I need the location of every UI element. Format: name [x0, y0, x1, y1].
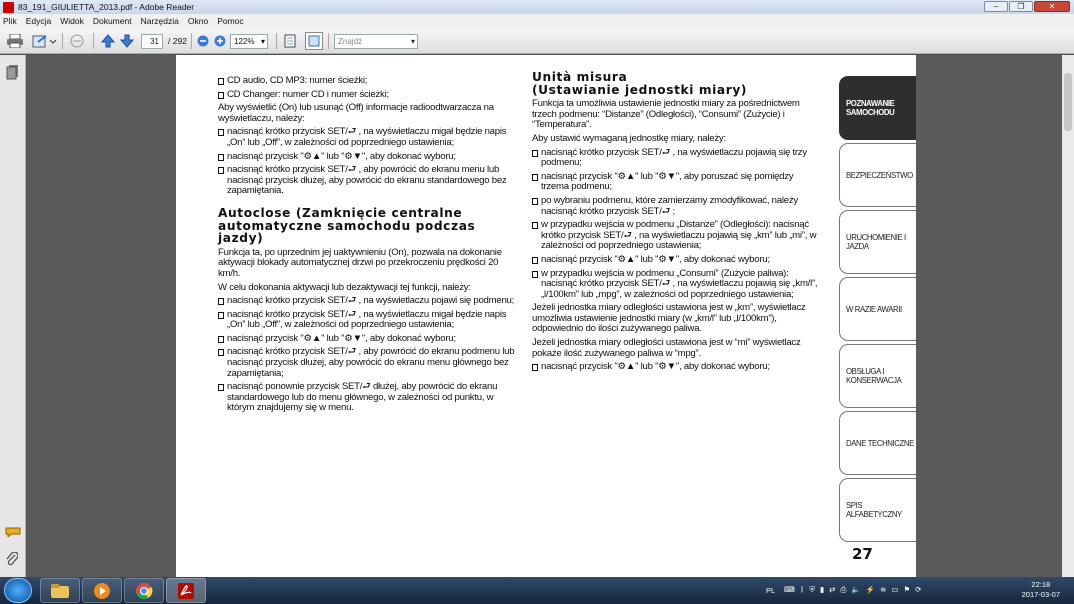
menu-item[interactable]: Edycja	[25, 16, 52, 26]
bullet-text: nacisnąć krótko przycisk SET/⮐ , na wyświetlaczu pojawi się podmenu;	[227, 295, 515, 307]
menu-item[interactable]: Okno	[187, 16, 209, 26]
chrome-icon[interactable]	[124, 578, 164, 603]
bullet-text: nacisnąć przycisk "⚙▲" lub "⚙▼", aby dokonać wyboru;	[227, 332, 456, 344]
shield-icon[interactable]: ⛨	[809, 585, 815, 594]
find-input[interactable]: Znajdź ▾	[334, 34, 418, 49]
bullet-item	[218, 334, 516, 345]
checkbox-bullet-icon	[218, 78, 224, 85]
bullet-text: nacisnąć krótko przycisk SET/⮐ , aby powrócić do ekranu podmenu lub nacisnąć przycisk dłużej, aby powrócić do ekranu menu głównego bez zapamiętania;	[227, 346, 515, 379]
bullet-item	[218, 382, 516, 414]
minimize-button[interactable]: –	[984, 1, 1008, 12]
bullet-item	[532, 172, 818, 193]
left-column	[218, 73, 516, 414]
bullet-item	[218, 76, 516, 87]
page-total: / 292	[168, 36, 187, 46]
bullet-text: CD Changer: numer CD i numer ścieżki;	[227, 88, 389, 100]
clock-time: 22:18	[1031, 580, 1051, 589]
monitor-icon[interactable]: ▭	[891, 585, 899, 594]
bullet-item	[532, 148, 818, 169]
section-heading	[218, 207, 516, 245]
system-tray	[760, 577, 1074, 604]
bullet-text: nacisnąć przycisk "⚙▲" lub "⚙▼", aby dokonać wyboru;	[541, 253, 770, 265]
section-heading	[532, 71, 818, 96]
checkbox-bullet-icon	[218, 298, 224, 305]
menu-bar	[0, 14, 1074, 28]
bullet-text: nacisnąć krótko przycisk SET/⮐ , na wyświetlaczu migał będzie napis „On” lub „Off”, w zależności od poprzedniego ustawienia;	[227, 126, 507, 148]
checkbox-bullet-icon	[532, 222, 538, 229]
chapter-tab[interactable]: OBSŁUGA I KONSERWACJA	[839, 344, 916, 408]
vertical-scrollbar[interactable]	[1062, 55, 1074, 577]
menu-item[interactable]: Pomoc	[217, 16, 244, 26]
start-button[interactable]	[4, 578, 32, 603]
chevron-down-icon: ▾	[410, 37, 415, 46]
bullet-text: nacisnąć przycisk "⚙▲" lub "⚙▼", aby dokonać wyboru;	[227, 150, 456, 162]
power-icon[interactable]: ⚡	[865, 585, 876, 594]
print-icon[interactable]	[6, 33, 24, 49]
next-page-icon[interactable]	[119, 33, 135, 49]
bullet-item	[218, 296, 516, 307]
bullet-text: po wybraniu podmenu, które zamierzamy zmodyfikować, należy nacisnąć krótko przycisk SET/⮐ ;	[541, 194, 798, 217]
right-column	[532, 71, 818, 373]
checkbox-bullet-icon	[218, 384, 224, 391]
bullet-item	[218, 347, 516, 379]
chapter-tab[interactable]: W RAZIE AWARII	[839, 277, 916, 341]
checkbox-bullet-icon	[218, 167, 224, 174]
checkbox-bullet-icon	[532, 257, 538, 264]
heading-line: jazdy)	[218, 231, 264, 246]
page-number: 27	[852, 545, 873, 563]
pdf-page	[176, 55, 916, 577]
checkbox-bullet-icon	[218, 129, 224, 136]
chevron-down-icon: ▾	[260, 37, 265, 46]
paragraph: Aby ustawić wymaganą jednostkę miary, należy:	[532, 132, 726, 144]
paragraph: Aby wyświetlić (On) lub usunąć (Off) informacje radioodtwarzacza na wyświetlaczu, należy:	[218, 102, 494, 124]
bullet-item	[218, 165, 516, 197]
page-number-input[interactable]: 31	[141, 34, 163, 49]
adobe-reader-taskbar-icon[interactable]	[166, 578, 206, 603]
paragraph: Jeżeli jednostka miary odległości ustawiona jest w “mi” wyświetlacz pokaże ilość zużywanego paliwa w “mpg”.	[532, 337, 801, 359]
full-screen-icon[interactable]	[305, 32, 323, 50]
bullet-text: CD audio, CD MP3: numer ścieżki;	[227, 75, 368, 86]
review-icon[interactable]	[67, 33, 87, 49]
chapter-tab[interactable]: URUCHOMIENIE I JAZDA	[839, 210, 916, 274]
close-button[interactable]: ✕	[1034, 1, 1070, 12]
bullet-item	[532, 255, 818, 266]
scrollbar-thumb[interactable]	[1064, 73, 1072, 131]
menu-item[interactable]: Widok	[60, 16, 84, 26]
heading-line: Autoclose (Zamknięcie centralne	[218, 205, 463, 220]
update-icon[interactable]: ⟳	[915, 585, 922, 594]
bullet-text: w przypadku wejścia w podmenu „Distanze” (Odległości): nacisnąć krótko przycisk SET/⮐ , na wyświetlaczu pojawią się „km” lub „mi”, w zależności od poprzedniego ustawienia;	[541, 219, 817, 252]
comment-icon[interactable]	[5, 525, 21, 540]
checkbox-bullet-icon	[532, 174, 538, 181]
network-icon[interactable]: ▮	[819, 585, 825, 594]
checkbox-bullet-icon	[532, 150, 538, 157]
checkbox-bullet-icon	[218, 349, 224, 356]
bullet-item	[532, 220, 818, 252]
zoom-in-icon[interactable]	[213, 34, 226, 47]
zoom-select[interactable]: 122% ▾	[230, 34, 268, 49]
chapter-tab[interactable]: SPIS ALFABETYCZNY	[839, 478, 916, 542]
checkbox-bullet-icon	[218, 312, 224, 319]
bullet-text: nacisnąć przycisk "⚙▲" lub "⚙▼", aby dokonać wyboru;	[541, 361, 770, 373]
menu-item[interactable]: Plik	[3, 16, 17, 26]
bullet-text: nacisnąć ponownie przycisk SET/⮐ dłużej, aby powrócić do ekranu standardowego lub do menu głównego, w zależności od punktu, w którym znajdujemy się w menu.	[227, 381, 498, 414]
checkbox-bullet-icon	[218, 154, 224, 161]
explorer-icon[interactable]	[40, 578, 80, 603]
zoom-out-icon[interactable]	[196, 34, 209, 47]
flag-icon[interactable]: ⚑	[903, 585, 911, 594]
checkbox-bullet-icon	[532, 271, 538, 278]
menu-item[interactable]: Dokument	[92, 16, 132, 26]
bullet-item	[218, 152, 516, 163]
bullet-text: nacisnąć krótko przycisk SET/⮐ , na wyświetlaczu pojawią się trzy podmenu;	[541, 146, 807, 169]
paragraph: Funkcja ta umożliwia ustawienie jednostki miary za pośrednictwem trzech podmenu: “Distanze” (Odległości), “Consumi” (Zużycie) i “Temperatura”.	[532, 98, 800, 131]
heading-line: automatyczne samochodu podczas	[218, 218, 476, 233]
bullet-item	[218, 127, 516, 148]
usb-icon[interactable]: ⇄	[829, 585, 836, 594]
heading-line: (Ustawianie jednostki miary)	[532, 82, 748, 97]
attachment-icon[interactable]	[6, 552, 18, 569]
checkbox-bullet-icon	[532, 364, 538, 371]
bullet-text: w przypadku wejścia w podmenu „Consumi” (Zużycie paliwa): nacisnąć krótko przycisk SET/⮐ , na wyświetlaczu pojawią się „km/l”, „l/100km” lub „mpg”, w zależności od poprzedniego ustawienia;	[541, 267, 818, 300]
bullet-item	[532, 196, 818, 217]
bullet-text: nacisnąć przycisk "⚙▲" lub "⚙▼", aby poruszać się pomiędzy trzema podmenu;	[541, 170, 794, 193]
chapter-tab[interactable]: DANE TECHNICZNE	[839, 411, 916, 475]
clock[interactable]	[1022, 580, 1060, 600]
maximize-button[interactable]: ❐	[1009, 1, 1033, 12]
window-title: 83_191_GIULIETTA_2013.pdf - Adobe Reader	[18, 2, 195, 12]
fit-page-icon[interactable]	[282, 33, 298, 49]
navigation-pane	[0, 55, 26, 577]
toolbar	[0, 28, 1074, 54]
heading-line: Unità misura	[532, 70, 628, 84]
previous-page-icon[interactable]	[100, 33, 116, 49]
wifi-icon[interactable]: ≋	[880, 585, 887, 594]
paragraph: W celu dokonania aktywacji lub dezaktywacji tej funkcji, należy:	[218, 281, 471, 293]
keyboard-icon[interactable]: ⌨	[784, 585, 795, 594]
bullet-item	[532, 362, 818, 373]
menu-item[interactable]: Narzędzia	[140, 16, 179, 26]
volume-icon[interactable]: 🔈	[851, 585, 861, 594]
paragraph: Jeżeli jednostka miary odległości ustawiona jest w „km”, wyświetlacz umożliwia ustawienie jednostki miary (w „km/l” lub „l/100km”), odpowiednio do ilości zużywanego paliwa.	[532, 302, 806, 335]
checkbox-bullet-icon	[218, 336, 224, 343]
title-bar	[0, 0, 1074, 14]
media-player-icon[interactable]	[82, 578, 122, 603]
bullet-item	[218, 310, 516, 331]
language-indicator[interactable]: PL	[766, 586, 776, 595]
paragraph: Funkcja ta, po uprzednim jej uaktywnieniu (On), pozwala na dokonanie aktywacji blokady automatycznej drzwi po przekroczeniu prędkości 20 km/h.	[218, 246, 502, 279]
bullet-text: nacisnąć krótko przycisk SET/⮐ , na wyświetlaczu migał będzie napis „On” lub „Off”, w zależności od poprzedniego ustawienia;	[227, 308, 507, 331]
pages-icon[interactable]	[6, 65, 19, 83]
share-icon[interactable]	[31, 33, 57, 49]
bullet-item	[218, 90, 516, 101]
window-controls	[984, 1, 1070, 12]
bullet-item	[532, 269, 818, 301]
bluetooth-icon[interactable]: ᛒ	[799, 585, 805, 594]
adobe-reader-icon	[3, 2, 14, 13]
tray-icons	[784, 585, 922, 595]
clock-date: 2017-03-07	[1021, 590, 1060, 599]
chapter-tab[interactable]: POZNAWANIE SAMOCHODU	[839, 76, 916, 140]
checkbox-bullet-icon	[532, 198, 538, 205]
taskbar	[0, 577, 1074, 604]
printer-icon[interactable]: ⎙	[840, 585, 847, 594]
chapter-tab[interactable]: BEZPIECZEŃSTWO	[839, 143, 916, 207]
checkbox-bullet-icon	[218, 92, 224, 99]
bullet-text: nacisnąć krótko przycisk SET/⮐ , aby powrócić do ekranu menu lub nacisnąć przycisk dłużej, aby powrócić do ekranu standardowego bez zapamiętania.	[227, 164, 507, 197]
